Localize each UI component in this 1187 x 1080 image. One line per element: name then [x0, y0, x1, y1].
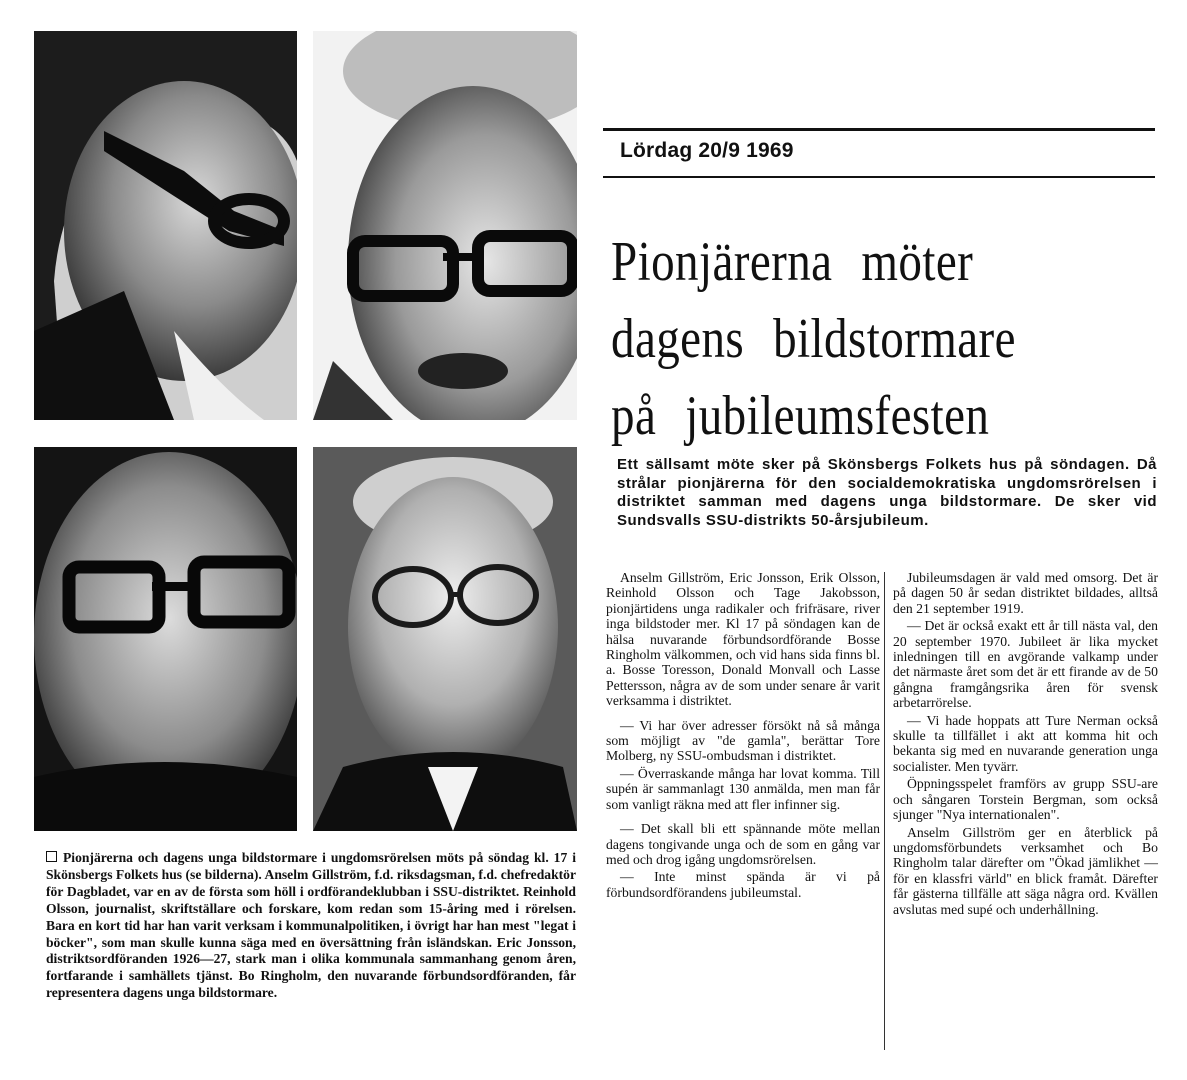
dateline-rule-bottom — [603, 176, 1155, 178]
body-column-right — [893, 570, 1158, 917]
photo-caption-text: Pionjärerna och dagens unga bildstormare i ungdomsrörelsen möts på söndag kl. 17 i Skönsbergs Folkets hus (se bilderna). Anselm Gillström, f.d. riksdagsman, f.d. chefredaktör för Dagbladet, var en av de första som höll i ordförandeklubban i SSU-distriktet. Reinhold Olsson, journalist, skriftställare och forskare, kom redan som 15-åring med i rörelsen. Bara en kort tid har han varit verksam i kommunalpolitiken, i övrigt har han mest "legat i böcker", som man skulle kunna säga med en översättning från isländskan. Eric Jonsson, distriktsordföranden 1926—27, stark man i olika kommunala sammanhang genom åren, fortfarande i samhällets tjänst. Bo Ringholm, den nuvarande förbundsordföranden, får representera dagens unga bildstormare. — [46, 850, 576, 1001]
body-left-paragraph: Anselm Gillström, Eric Jonsson, Erik Olsson, Reinhold Olsson och Tage Jakobsson, pionjärtidens unga radikaler och frifräsare, river inga bildstoder mer. Kl 17 på söndagen kan de hälsa nuvarande förbundsordförande Bosse Ringholm välkommen, och vid hans sida finns bl. a. Bosse Toresson, Donald Monvall och Lasse Pettersson, några av de som under senare år varit verksamma i distriktet. — [606, 570, 880, 709]
body-column-left — [606, 570, 880, 900]
body-right-paragraph: Jubileumsdagen är vald med omsorg. Det är på dagen 50 år sedan distriktet bildades, alltså den 21 september 1919. — [893, 570, 1158, 616]
headline-line-1: Pionjärerna möter — [611, 231, 974, 293]
body-right-paragraph: — Vi hade hoppats att Ture Nerman också skulle ta tillfället i akt att komma hit och bekanta sig med en nuvarande generation unga socialister. Men tyvärr. — [893, 712, 1158, 774]
body-left-paragraph: — Vi har över adresser försökt nå så många som möjligt av "de gamla", berättar Tore Molberg, ny SSU-ombudsman i distriktet. — [606, 717, 880, 764]
lead-paragraph: Ett sällsamt möte sker på Skönsbergs Folkets hus på söndagen. Då strålar pionjärerna för den socialdemokratiska ungdomsrörelsen i distriktet samman med dagens unga bildstormare. De sker vid Sundsvalls SSU-distrikts 50-årsjubileum. — [617, 456, 1157, 529]
body-right-paragraph: — Det är också exakt ett år till nästa val, den 20 september 1970. Jubileet är lika mycket inledningen till en avgörande valkamp under det närmaste året som det är ett firande av de 50 gångna framgångsrika åren för svensk arbetarrörelse. — [893, 618, 1158, 711]
headline — [611, 224, 1081, 455]
dateline-rule-top — [603, 128, 1155, 131]
photo-gutter-horizontal — [34, 420, 577, 447]
dateline: Lördag 20/9 1969 — [620, 139, 794, 162]
portrait-photo-1 — [34, 31, 297, 420]
body-right-paragraph: Öppningsspelet framförs av grupp SSU-are och sångaren Torstein Bergman, som också sjunger "Nya internationalen". — [893, 776, 1158, 823]
portrait-photo-4 — [313, 447, 577, 831]
portrait-photo-grid — [34, 31, 577, 831]
column-divider — [884, 572, 885, 1050]
body-right-paragraph: Anselm Gillström ger en återblick på ungdomsförbundets verksamhet och Bo Ringholm talar därefter om "Ökad jämlikhet — för en klassfri värld" en blick framåt. Därefter får gästerna tillfälle att säga några ord. Kvällen avslutas med supé och underhållning. — [893, 824, 1158, 917]
photo-caption — [46, 850, 576, 1002]
body-left-paragraph: — Överraskande många har lovat komma. Till supén är sammanlagt 130 anmälda, men man får som vanligt räkna med att fler infinner sig. — [606, 765, 880, 812]
caption-square-icon — [46, 851, 57, 862]
body-left-paragraph: — Det skall bli ett spännande möte mellan dagens tongivande unga och de som en gång var med och drog igång ungdomsrörelsen. — [606, 821, 880, 867]
body-left-paragraph: — Inte minst spända är vi på förbundsordförandens jubileumstal. — [606, 869, 880, 900]
portrait-photo-2 — [313, 31, 577, 420]
headline-line-2: dagens bildstormare — [611, 308, 1016, 370]
headline-line-3: på jubileumsfesten — [611, 385, 990, 447]
portrait-photo-3 — [34, 447, 297, 831]
